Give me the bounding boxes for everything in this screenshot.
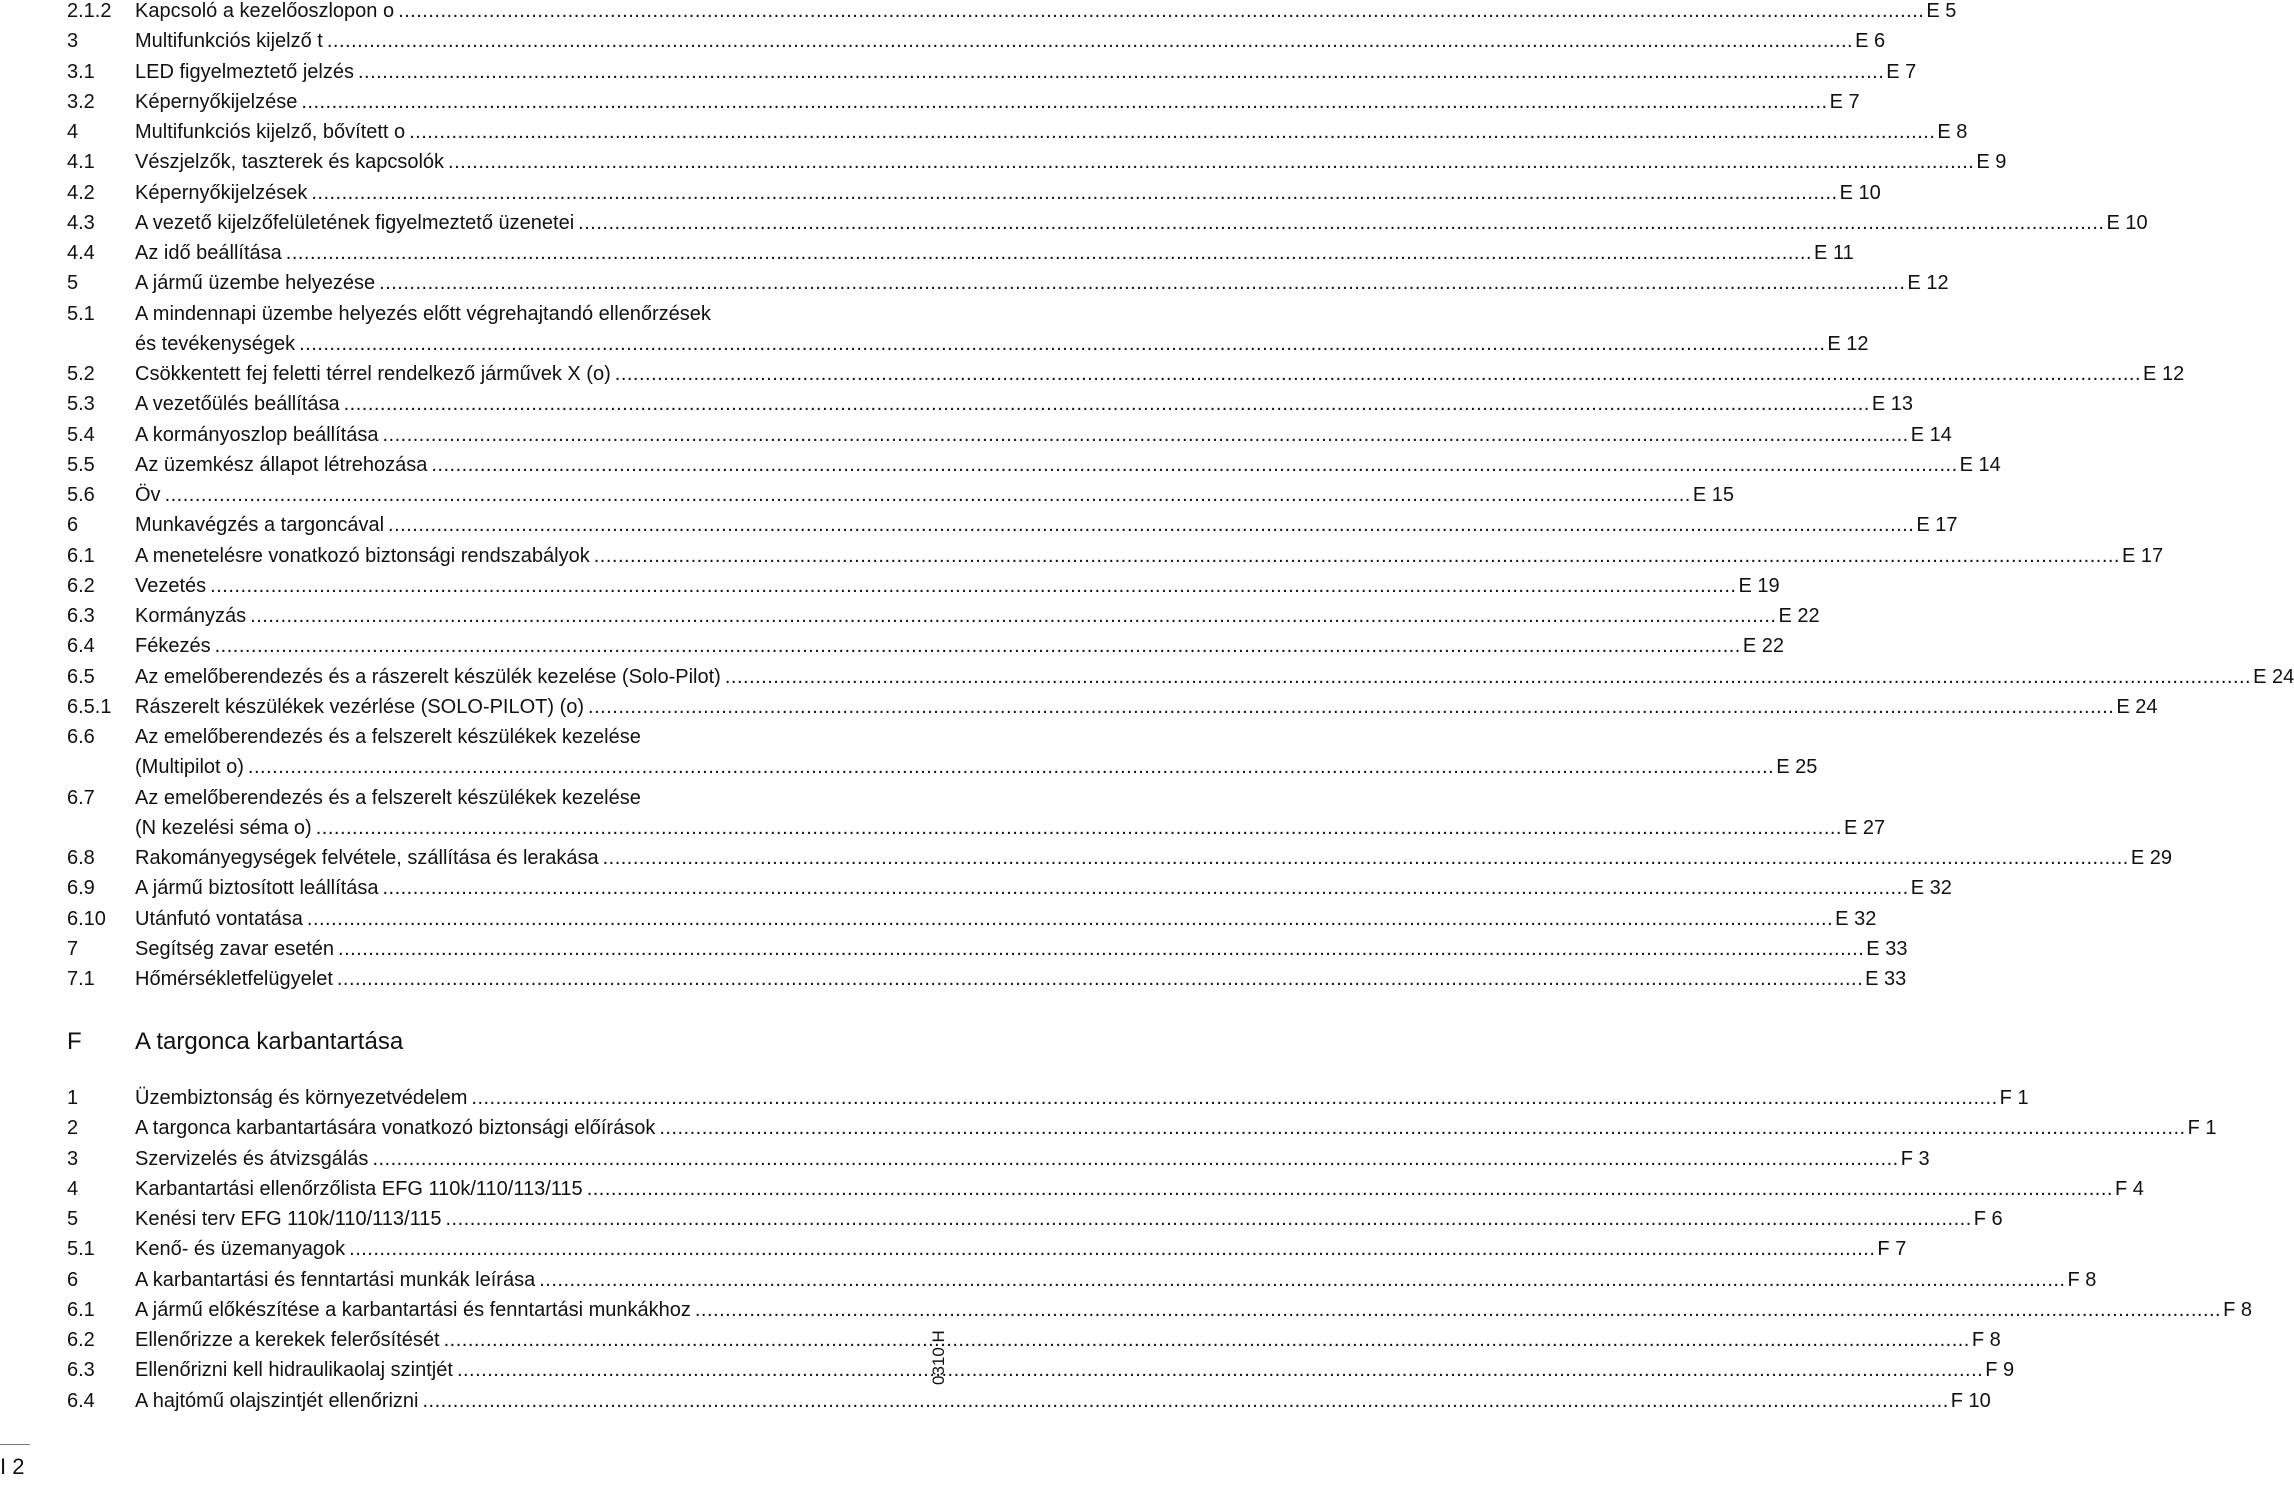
toc-entry (67, 1325, 2001, 1355)
toc-entry (67, 541, 2164, 571)
toc-entry-page: F 4 (2114, 1177, 2144, 1200)
toc-entry (67, 329, 1869, 359)
toc-leader-dots (338, 934, 1864, 964)
toc-leader-dots (215, 631, 1741, 661)
toc-entry-title: A hajtómű olajszintjét ellenőrizni (135, 1389, 419, 1412)
toc-entry-number: 6.1 (67, 1298, 95, 1321)
toc-leader-dots (539, 1265, 2065, 1295)
toc-entry-page: E 17 (2122, 544, 2164, 567)
toc-entry-number: 6.4 (67, 1389, 95, 1412)
toc-entry (67, 752, 1818, 782)
toc-leader-dots (444, 1325, 1970, 1355)
toc-entry-title: és tevékenységek (135, 332, 296, 355)
toc-entry-title: A vezetőülés beállítása (135, 393, 340, 416)
toc-entry-title: A kormányoszlop beállítása (135, 423, 379, 446)
toc-entry-page: E 7 (1829, 90, 1860, 113)
toc-entry-title: Munkavégzés a targoncával (135, 514, 385, 537)
toc-entry-page: E 32 (1835, 907, 1877, 930)
toc-entry (67, 87, 1860, 117)
toc-entry-title: Képernyőkijelzése (135, 90, 298, 113)
toc-leader-dots (210, 571, 1736, 601)
toc-entry-title: Utánfutó vontatása (135, 907, 303, 930)
toc-entry (67, 783, 885, 813)
toc-entry-page: F 7 (1877, 1238, 1907, 1261)
toc-entry-number: 4 (67, 121, 79, 143)
toc-leader-dots (250, 601, 1776, 631)
toc-entry (67, 813, 1886, 843)
toc-entry-page: E 25 (1776, 756, 1818, 779)
toc-entry (67, 208, 2148, 238)
toc-entry (67, 178, 1881, 208)
toc-leader-dots (337, 964, 1863, 994)
toc-entry-page: F 1 (2187, 1117, 2217, 1140)
toc-entry-title: Üzembiztonság és környezetvédelem (135, 1087, 468, 1109)
toc-leader-dots (659, 1113, 2185, 1143)
toc-leader-dots (445, 1204, 1971, 1234)
toc-entry-page: E 24 (2253, 665, 2294, 688)
toc-entry (67, 1174, 2144, 1204)
toc-entry-page: E 13 (1871, 393, 1914, 416)
toc-entry-title: Rakományegységek felvétele, szállítása és lerakása (135, 847, 599, 869)
toc-entry-title: Kenő- és üzemanyagok (135, 1238, 346, 1261)
toc-entry (67, 692, 2158, 722)
toc-entry-title: A mindennapi üzembe helyezés előtt végrehajtandó ellenőrzések (135, 302, 711, 325)
toc-entry-title: Ellenőrizze a kerekek felerősítését (135, 1329, 440, 1351)
toc-entry (67, 389, 1914, 419)
toc-entry-number: 6.5.1 (67, 695, 112, 718)
toc-entry-number: 2 (67, 1117, 79, 1140)
page-divider (0, 1444, 30, 1445)
toc-entry-number: 5.5 (67, 453, 95, 476)
toc-entry (67, 722, 885, 752)
toc-entry-page: E 12 (2143, 363, 2185, 385)
toc-leader-dots (578, 208, 2104, 238)
section-title: A targonca karbantartása (135, 1028, 404, 1055)
toc-entry-page: F 1 (1999, 1087, 2029, 1109)
toc-entry-page: E 6 (1855, 30, 1886, 53)
toc-entry (67, 238, 1854, 268)
toc-entry-page: E 11 (1814, 242, 1854, 264)
toc-leader-dots (299, 329, 1825, 359)
toc-leader-dots (615, 359, 2141, 389)
toc-entry-title: Rászerelt készülékek vezérlése (SOLO-PILOT) (o) (135, 695, 585, 718)
toc-entry-number: 4.3 (67, 211, 95, 234)
toc-entry-page: E 10 (2106, 211, 2148, 234)
toc-entry-title: Karbantartási ellenőrzőlista EFG 110k/110/113/115 (135, 1177, 583, 1200)
section-heading-f (67, 1025, 667, 1059)
toc-entry (67, 26, 1886, 56)
toc-entry-number: 7.1 (67, 968, 95, 990)
toc-entry-page: F 10 (1950, 1389, 1991, 1412)
toc-entry-number: 5.3 (67, 393, 95, 416)
document-code: 0310.H (929, 1330, 948, 1385)
toc-entry (67, 1204, 2003, 1234)
toc-entry (67, 57, 1917, 87)
toc-entry-number: 3.2 (67, 90, 95, 113)
toc-entry-title: Vezetés (135, 574, 207, 597)
toc-entry-title: Multifunkciós kijelző t (135, 30, 323, 53)
toc-entry (67, 1265, 2097, 1295)
toc-entry (67, 359, 2185, 389)
toc-leader-dots (382, 873, 1908, 903)
toc-entry-number: 6.7 (67, 786, 95, 809)
toc-entry-page: E 33 (1866, 937, 1908, 960)
toc-entry-number: 5 (67, 272, 79, 295)
toc-leader-dots (587, 1174, 2113, 1204)
toc-leader-dots (695, 1295, 2221, 1325)
toc-entry-page: E 17 (1916, 514, 1958, 537)
toc-entry-title: A jármű előkészítése a karbantartási és fenntartási munkákhoz (135, 1298, 691, 1321)
toc-entry-page: E 22 (1742, 635, 1785, 658)
toc-entry-page: E 12 (1907, 272, 1949, 295)
toc-leader-dots (301, 87, 1827, 117)
toc-leader-dots (358, 57, 1884, 87)
toc-entry-number: 6.5 (67, 665, 95, 688)
page-number: I 2 (0, 1454, 25, 1479)
toc-entry-number: 3 (67, 1147, 79, 1170)
toc-entry-number: 6.2 (67, 574, 95, 597)
toc-entry-page: E 14 (1910, 423, 1952, 446)
toc-entry (67, 450, 2001, 480)
toc-entry-title: Az üzemkész állapot létrehozása (135, 453, 428, 476)
toc-entry-number: 7 (67, 937, 79, 960)
toc-entry-title: Szervizelés és átvizsgálás (135, 1147, 369, 1170)
toc-entry (67, 117, 1968, 147)
toc-entry (67, 147, 2007, 177)
toc-leader-dots (349, 1234, 1875, 1264)
toc-entry-page: E 32 (1910, 877, 1952, 900)
toc-entry-title: Képernyőkijelzések (135, 181, 308, 204)
toc-entry-number: 1 (67, 1087, 79, 1109)
toc-entry-number: 6.2 (67, 1329, 95, 1351)
toc-entry (67, 934, 1908, 964)
toc-leader-dots (448, 147, 1974, 177)
toc-leader-dots (457, 1355, 1983, 1385)
toc-entry-page: E 12 (1827, 332, 1869, 355)
toc-leader-dots (344, 389, 1870, 419)
toc-leader-dots (165, 480, 1691, 510)
toc-entry-number: 6.10 (67, 907, 106, 930)
toc-entry-number: 3 (67, 30, 79, 53)
toc-entry-title: A targonca karbantartására vonatkozó biztonsági előírások (135, 1117, 656, 1140)
toc-entry-number: 3.1 (67, 60, 95, 83)
toc-leader-dots (388, 510, 1914, 540)
toc-entry-number: 2.1.2 (67, 0, 112, 22)
toc-entry-title: Az emelőberendezés és a felszerelt készülékek kezelése (135, 786, 641, 809)
toc-leader-dots (603, 843, 2129, 873)
toc-entry-title: Multifunkciós kijelző, bővített o (135, 121, 406, 143)
toc-entry-number: 5.1 (67, 1238, 95, 1261)
section-letter: F (67, 1028, 82, 1055)
toc-entry-title: Fékezés (135, 635, 211, 658)
toc-entry-title: Kormányzás (135, 605, 247, 627)
toc-entry-number: 6.3 (67, 1359, 95, 1382)
toc-entry (67, 1295, 2253, 1325)
toc-entry-title: (Multipilot o) (135, 756, 244, 779)
toc-entry-title: A jármű biztosított leállítása (135, 877, 379, 900)
toc-entry (67, 480, 1734, 510)
toc-entry-page: E 22 (1778, 605, 1820, 627)
toc-entry-title: A karbantartási és fenntartási munkák leírása (135, 1268, 536, 1291)
toc-entry-page: E 5 (1926, 0, 1957, 22)
toc-entry-page: F 8 (2223, 1298, 2253, 1321)
toc-entry-title: LED figyelmeztető jelzés (135, 60, 354, 83)
toc-entry-number: 5 (67, 1208, 79, 1230)
toc-leader-dots (382, 420, 1908, 450)
toc-entry (67, 1234, 1907, 1264)
toc-entry-title: Vészjelzők, taszterek és kapcsolók (135, 151, 445, 174)
toc-entry-page: E 27 (1844, 816, 1886, 839)
toc-entry (67, 1083, 2029, 1113)
toc-entry-number: 4.1 (67, 151, 95, 174)
toc-entry-number: 6.4 (67, 635, 95, 658)
toc-entry-page: F 8 (1971, 1329, 2001, 1351)
toc-entry-title: Az idő beállítása (135, 242, 282, 264)
toc-leader-dots (307, 904, 1833, 934)
toc-entry (67, 0, 1957, 26)
toc-entry (67, 1386, 1991, 1416)
toc-entry (67, 873, 1952, 903)
toc-entry-title: Csökkentett fej feletti térrel rendelkező járművek X (o) (135, 363, 611, 385)
toc-entry-number: 6.8 (67, 847, 95, 869)
toc-entry-title: Az emelőberendezés és a rászerelt készülék kezelése (Solo-Pilot) (135, 665, 721, 688)
toc-entry-title: Kapcsoló a kezelőoszlopon o (135, 0, 395, 22)
toc-entry-title: Öv (135, 484, 161, 506)
toc-entry-title: A menetelésre vonatkozó biztonsági rendszabályok (135, 544, 590, 567)
toc-entry-number: 6.6 (67, 726, 95, 748)
toc-entry-number: 5.4 (67, 423, 95, 446)
toc-entry-number: 6.1 (67, 544, 95, 567)
toc-entry (67, 843, 2173, 873)
toc-entry-page: F 8 (2067, 1268, 2097, 1291)
toc-entry-number: 4.2 (67, 181, 95, 204)
toc-entry-page: F 9 (1985, 1359, 2015, 1382)
toc-entry-title: Hőmérsékletfelügyelet (135, 968, 333, 990)
toc-entry-title: (N kezelési séma o) (135, 816, 312, 839)
toc-entry-page: E 8 (1937, 121, 1968, 143)
toc-entry-title: A vezető kijelzőfelületének figyelmeztető üzenetei (135, 211, 575, 234)
toc-entry (67, 420, 1952, 450)
toc-leader-dots (423, 1386, 1949, 1416)
toc-entry (67, 964, 1907, 994)
toc-entry-title: Ellenőrizni kell hidraulikaolaj szintjét (135, 1359, 453, 1382)
toc-entry (67, 268, 1949, 298)
toc-entry-page: F 6 (1973, 1208, 2003, 1230)
toc-entry (67, 1144, 1930, 1174)
toc-entry-number: 4.4 (67, 242, 95, 264)
toc-leader-dots (409, 117, 1935, 147)
toc-leader-dots (431, 450, 1957, 480)
toc-entry-page: F 3 (1900, 1147, 1930, 1170)
toc-entry-page: E 29 (2130, 847, 2173, 869)
toc-entry-title: Az emelőberendezés és a felszerelt készülékek kezelése (135, 726, 641, 748)
toc-entry-number: 5.6 (67, 484, 95, 506)
toc-entry-page: E 15 (1692, 484, 1734, 506)
toc-entry (67, 662, 2294, 692)
toc-entry-number: 4 (67, 1177, 79, 1200)
toc-entry-page: E 33 (1865, 968, 1907, 990)
toc-entry-page: E 7 (1886, 60, 1917, 83)
toc-entry-number: 6 (67, 1268, 79, 1291)
toc-entry (67, 299, 885, 329)
toc-leader-dots (725, 662, 2251, 692)
toc-leader-dots (471, 1083, 1997, 1113)
toc-entry (67, 601, 1820, 631)
toc-leader-dots (398, 0, 1924, 26)
toc-entry (67, 571, 1780, 601)
toc-entry (67, 1113, 2217, 1143)
toc-entry-title: A jármű üzembe helyezése (135, 272, 376, 295)
toc-entry-title: Segítség zavar esetén (135, 937, 335, 960)
toc-entry-page: E 19 (1738, 574, 1780, 597)
toc-leader-dots (594, 541, 2120, 571)
toc-entry-number: 6 (67, 514, 79, 537)
toc-leader-dots (316, 813, 1842, 843)
toc-entry-page: E 9 (1976, 151, 2007, 174)
toc-leader-dots (588, 692, 2114, 722)
toc-entry-page: E 10 (1839, 181, 1881, 204)
toc-entry-number: 6.3 (67, 605, 95, 627)
toc-entry-number: 5.2 (67, 363, 95, 385)
toc-leader-dots (327, 26, 1853, 56)
toc-leader-dots (286, 238, 1812, 268)
toc-entry-page: E 24 (2116, 695, 2158, 718)
toc-leader-dots (311, 178, 1837, 208)
toc-entry-number: 5.1 (67, 302, 95, 325)
toc-entry-title: Kenési terv EFG 110k/110/113/115 (135, 1208, 442, 1230)
toc-entry (67, 631, 1785, 661)
toc-entry-number: 6.9 (67, 877, 95, 900)
toc-entry (67, 904, 1877, 934)
toc-entry-page: E 14 (1959, 453, 2001, 476)
toc-leader-dots (248, 752, 1774, 782)
toc-leader-dots (372, 1144, 1898, 1174)
toc-entry (67, 510, 1958, 540)
toc-leader-dots (379, 268, 1905, 298)
